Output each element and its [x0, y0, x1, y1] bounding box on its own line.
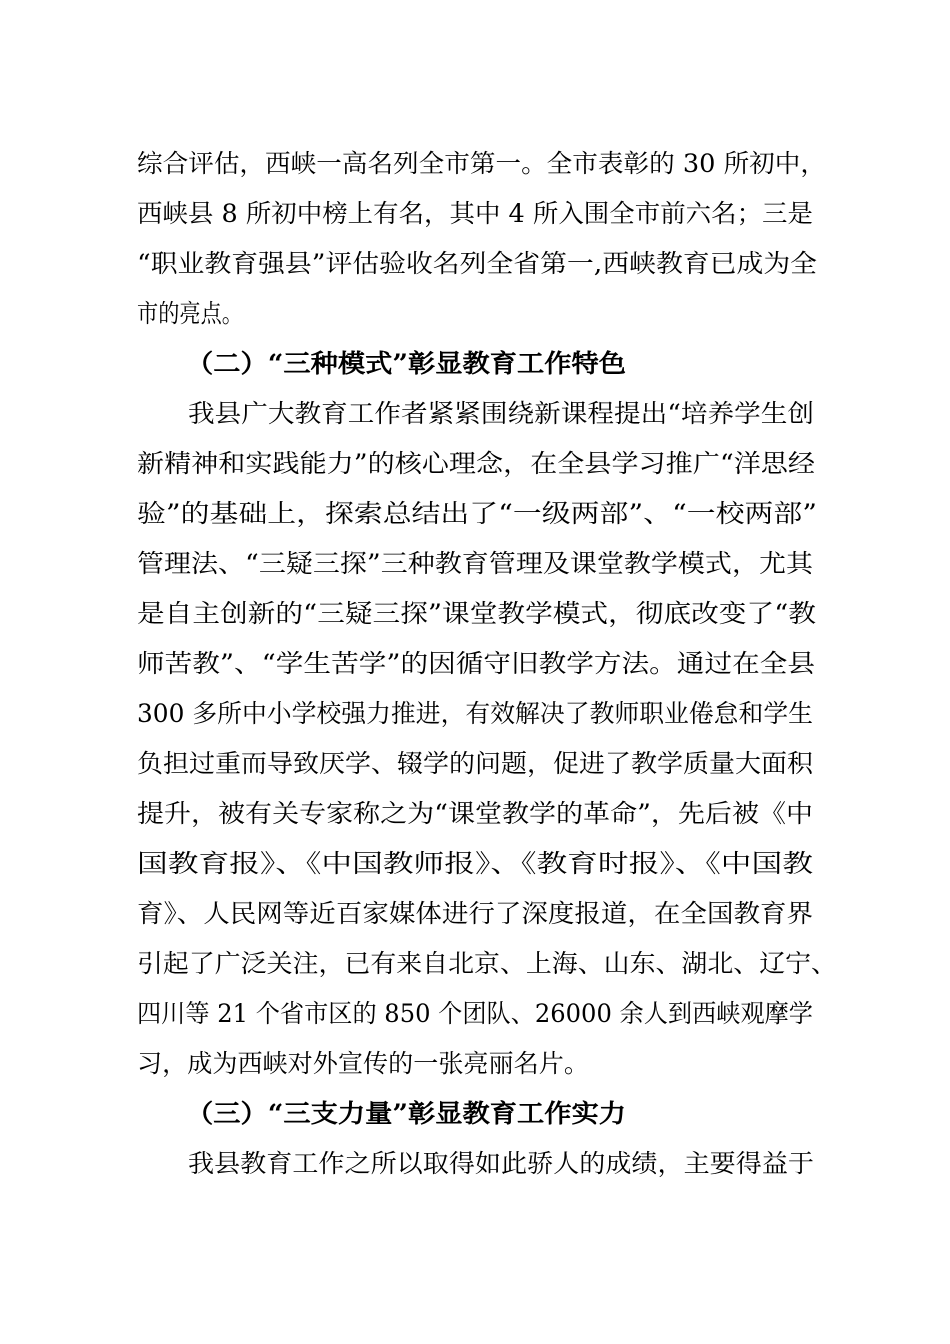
text-line: 我县教育工作之所以取得如此骄人的成绩，主要得益于	[188, 1149, 814, 1178]
paragraph-1-line-4	[0, 294, 950, 334]
section-heading-3	[0, 1094, 950, 1134]
paragraph-2-line-8	[0, 744, 950, 784]
paragraph-3-line-1	[0, 1144, 950, 1184]
text-line: 习，成为西峡对外宣传的一张亮丽名片。	[137, 1049, 589, 1078]
paragraph-2-line-14	[0, 1044, 950, 1084]
text-line: 负担过重而导致厌学、辍学的问题，促进了教学质量大面积	[137, 749, 813, 778]
text-line: 四川等 21 个省市区的 850 个团队、26000 余人到西峡观摩学	[137, 999, 813, 1028]
text-line: 提升，被有关专家称之为“课堂教学的革命”，先后被《中	[137, 799, 814, 828]
section-heading-2	[0, 344, 950, 384]
paragraph-1-line-3	[0, 244, 950, 284]
text-line: 验”的基础上，探索总结出了“一级两部”、“一校两部”	[137, 499, 818, 528]
text-line: “职业教育强县”评估验收名列全省第一,西峡教育已成为全	[137, 249, 817, 278]
text-line: 国教育报》、《中国教师报》、《教育时报》、《中国教	[137, 849, 813, 878]
paragraph-2-line-11	[0, 894, 950, 934]
text-line: 师苦教”、“学生苦学”的因循守旧教学方法。通过在全县	[137, 649, 815, 678]
paragraph-2-line-10	[0, 844, 950, 884]
paragraph-1-line-2	[0, 194, 950, 234]
paragraph-2-line-13	[0, 994, 950, 1034]
paragraph-2-line-5	[0, 594, 950, 634]
paragraph-2-line-9	[0, 794, 950, 834]
paragraph-1-line-1	[0, 144, 950, 184]
text-line: 是自主创新的“三疑三探”课堂教学模式，彻底改变了“教	[137, 599, 816, 628]
text-line: 西峡县 8 所初中榜上有名，其中 4 所入围全市前六名；三是	[137, 199, 813, 228]
text-line: 综合评估，西峡一高名列全市第一。全市表彰的 30 所初中，	[137, 149, 826, 178]
text-line: 我县广大教育工作者紧紧围绕新课程提出“培养学生创	[188, 399, 814, 428]
text-line: 新精神和实践能力”的核心理念，在全县学习推广“洋思经	[137, 449, 815, 478]
heading-text: （三）“三支力量”彰显教育工作实力	[186, 1099, 626, 1128]
paragraph-2-line-4	[0, 544, 950, 584]
text-line: 管理法、“三疑三探”三种教育管理及课堂教学模式，尤其	[137, 549, 814, 578]
text-line: 引起了广泛关注，已有来自北京、上海、山东、湖北、辽宁、	[137, 949, 837, 978]
text-line: 300 多所中小学校强力推进，有效解决了教师职业倦怠和学生	[137, 699, 813, 728]
text-line: 育》、人民网等近百家媒体进行了深度报道，在全国教育界	[137, 899, 813, 928]
text-line: 市的亮点。	[137, 299, 243, 328]
paragraph-2-line-7	[0, 694, 950, 734]
paragraph-2-line-6	[0, 644, 950, 684]
paragraph-2-line-1	[0, 394, 950, 434]
heading-text: （二）“三种模式”彰显教育工作特色	[186, 349, 626, 378]
paragraph-2-line-3	[0, 494, 950, 534]
paragraph-2-line-12	[0, 944, 950, 984]
paragraph-2-line-2	[0, 444, 950, 484]
